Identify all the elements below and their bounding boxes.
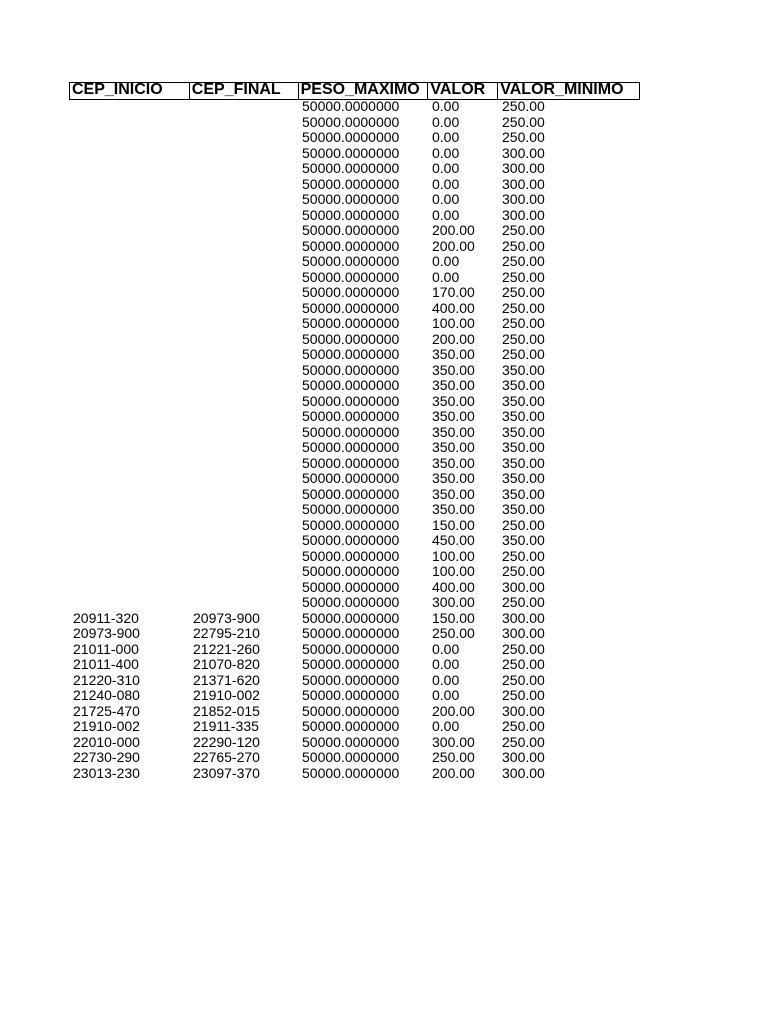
- table-row: [69, 378, 640, 394]
- cell-valor: 0.00: [432, 192, 460, 207]
- cell-valor: 0.00: [432, 719, 460, 734]
- cell-peso-maximo: 50000.0000000: [302, 409, 400, 424]
- cell-valor-minimo: 350.00: [502, 502, 545, 517]
- cell-valor-minimo: 250.00: [502, 564, 545, 579]
- cell-cep-inicio: 21220-310: [73, 672, 140, 688]
- cell-valor-minimo: 350.00: [502, 471, 545, 486]
- table-row: [69, 161, 640, 177]
- cell-peso-maximo: 50000.0000000: [302, 595, 400, 610]
- cell-cep-inicio: [69, 270, 189, 286]
- cell-peso-maximo: 50000.0000000: [302, 223, 400, 238]
- table-row: [69, 223, 640, 239]
- cell-cep-inicio: 21910-002: [73, 719, 140, 734]
- cell-peso-maximo: 50000.0000000: [302, 176, 400, 192]
- table-row: [69, 549, 640, 565]
- cell-cep-inicio: [69, 99, 189, 115]
- header-valor-minimo: VALOR_MINIMO: [498, 83, 640, 100]
- cell-cep-final: [189, 146, 298, 162]
- cell-cep-final: [189, 239, 298, 255]
- cell-valor: 300.00: [432, 734, 475, 750]
- cell-peso-maximo: 50000.0000000: [302, 393, 400, 409]
- cell-peso-maximo: 50000.0000000: [302, 455, 400, 471]
- cell-valor-minimo: 300.00: [502, 145, 545, 161]
- cell-valor: 450.00: [432, 533, 475, 548]
- cell-cep-inicio: [69, 316, 189, 332]
- cell-peso-maximo: 50000.0000000: [302, 688, 400, 703]
- table-row: [69, 750, 640, 766]
- table-row: [69, 440, 640, 456]
- cell-valor: 150.00: [432, 610, 475, 626]
- cell-valor: 200.00: [432, 238, 475, 254]
- cell-valor: 100.00: [432, 548, 475, 564]
- cell-valor-minimo: 250.00: [502, 672, 545, 688]
- cell-cep-inicio: [69, 161, 189, 177]
- cell-peso-maximo: 50000.0000000: [302, 145, 400, 161]
- table-row: [69, 471, 640, 487]
- cell-valor: 350.00: [432, 424, 475, 440]
- table-row: [69, 766, 640, 782]
- cell-cep-inicio: [69, 595, 189, 611]
- cell-valor: 200.00: [432, 223, 475, 238]
- cell-valor: 300.00: [432, 595, 475, 610]
- cell-valor-minimo: 350.00: [502, 440, 545, 455]
- cell-peso-maximo: 50000.0000000: [302, 99, 400, 114]
- cell-valor-minimo: 350.00: [502, 362, 545, 378]
- cell-valor-minimo: 250.00: [502, 331, 545, 347]
- table-body: [69, 99, 640, 781]
- table-row: [69, 673, 640, 689]
- cell-peso-maximo: 50000.0000000: [302, 471, 400, 486]
- cell-cep-final: [189, 115, 298, 131]
- cell-valor-minimo: 300.00: [502, 765, 545, 781]
- cell-valor-minimo: 250.00: [502, 595, 545, 610]
- cell-cep-final: [189, 456, 298, 472]
- header-peso-maximo: PESO_MAXIMO: [299, 83, 429, 100]
- cell-cep-final: 22290-120: [193, 734, 260, 750]
- cell-valor: 150.00: [432, 517, 475, 533]
- cell-valor-minimo: 350.00: [502, 378, 545, 393]
- cell-valor-minimo: 250.00: [502, 223, 545, 238]
- cell-cep-final: 21910-002: [193, 688, 260, 703]
- cell-valor-minimo: 250.00: [502, 657, 545, 672]
- cell-cep-inicio: [69, 301, 189, 317]
- cell-peso-maximo: 50000.0000000: [302, 533, 400, 548]
- cell-cep-final: [189, 502, 298, 518]
- cell-cep-final: 21911-335: [193, 719, 259, 734]
- cell-peso-maximo: 50000.0000000: [302, 734, 400, 750]
- cell-cep-inicio: [69, 533, 189, 549]
- cell-valor-minimo: 350.00: [502, 533, 545, 548]
- cell-peso-maximo: 50000.0000000: [302, 440, 400, 455]
- cell-peso-maximo: 50000.0000000: [302, 548, 400, 564]
- cell-peso-maximo: 50000.0000000: [302, 362, 400, 378]
- table-row: [69, 347, 640, 363]
- cell-cep-inicio: [69, 564, 189, 580]
- table-row: [69, 487, 640, 503]
- cell-cep-inicio: 21011-400: [73, 657, 139, 672]
- table-row: [69, 688, 640, 704]
- table-row: [69, 254, 640, 270]
- cell-valor: 350.00: [432, 502, 475, 517]
- table-row: [69, 146, 640, 162]
- cell-cep-final: 23097-370: [193, 765, 260, 781]
- cell-cep-inicio: [69, 115, 189, 131]
- cell-valor-minimo: 250.00: [502, 347, 545, 362]
- cell-valor-minimo: 250.00: [502, 238, 545, 254]
- cell-cep-final: 21371-620: [193, 672, 260, 688]
- cell-valor-minimo: 300.00: [502, 750, 545, 765]
- cell-valor: 0.00: [432, 130, 460, 145]
- cell-cep-final: 22795-210: [193, 626, 260, 641]
- cell-cep-inicio: 20973-900: [73, 626, 140, 641]
- table-row: [69, 99, 640, 115]
- table-row: [69, 719, 640, 735]
- cell-peso-maximo: 50000.0000000: [302, 161, 400, 176]
- cell-cep-final: [189, 99, 298, 115]
- table-row: [69, 595, 640, 611]
- cell-valor: 200.00: [432, 331, 475, 347]
- cell-cep-inicio: [69, 409, 189, 425]
- cell-valor: 0.00: [432, 176, 460, 192]
- cell-peso-maximo: 50000.0000000: [302, 641, 400, 657]
- cell-cep-final: [189, 409, 298, 425]
- cell-peso-maximo: 50000.0000000: [302, 502, 400, 517]
- cell-valor: 0.00: [432, 114, 460, 130]
- cell-cep-final: [189, 425, 298, 441]
- cell-peso-maximo: 50000.0000000: [302, 347, 400, 362]
- cell-valor: 0.00: [432, 161, 460, 176]
- cell-peso-maximo: 50000.0000000: [302, 192, 400, 207]
- cell-valor: 350.00: [432, 409, 475, 424]
- cell-cep-inicio: 23013-230: [73, 765, 140, 781]
- table-row: [69, 518, 640, 534]
- cell-cep-inicio: [69, 425, 189, 441]
- cell-valor: 350.00: [432, 378, 475, 393]
- cell-valor: 200.00: [432, 765, 475, 781]
- cell-valor: 350.00: [432, 471, 475, 486]
- table-row: [69, 456, 640, 472]
- header-cep-final: CEP_FINAL: [190, 83, 299, 100]
- cell-valor-minimo: 300.00: [502, 192, 545, 207]
- cell-valor: 170.00: [432, 285, 475, 300]
- cell-cep-final: [189, 363, 298, 379]
- table-row: [69, 239, 640, 255]
- cell-peso-maximo: 50000.0000000: [302, 331, 400, 347]
- cell-cep-final: [189, 518, 298, 534]
- cell-cep-inicio: [69, 254, 189, 270]
- table-row: [69, 208, 640, 224]
- cell-peso-maximo: 50000.0000000: [302, 564, 400, 579]
- cell-cep-inicio: [69, 347, 189, 363]
- cell-cep-final: [189, 254, 298, 270]
- cell-peso-maximo: 50000.0000000: [302, 579, 400, 595]
- cell-valor-minimo: 250.00: [502, 734, 545, 750]
- cell-valor-minimo: 300.00: [502, 703, 545, 719]
- cell-cep-final: [189, 487, 298, 503]
- cell-peso-maximo: 50000.0000000: [302, 316, 400, 331]
- cell-peso-maximo: 50000.0000000: [302, 269, 400, 285]
- cell-cep-inicio: [69, 471, 189, 487]
- cell-cep-final: [189, 316, 298, 332]
- cell-valor-minimo: 350.00: [502, 424, 545, 440]
- cell-cep-final: [189, 177, 298, 193]
- cell-peso-maximo: 50000.0000000: [302, 207, 400, 223]
- cell-cep-final: [189, 533, 298, 549]
- cell-peso-maximo: 50000.0000000: [302, 626, 400, 641]
- cell-valor: 0.00: [432, 254, 460, 269]
- cell-valor: 0.00: [432, 641, 460, 657]
- cell-cep-final: [189, 440, 298, 456]
- cell-cep-inicio: [69, 456, 189, 472]
- cell-peso-maximo: 50000.0000000: [302, 238, 400, 254]
- cell-peso-maximo: 50000.0000000: [302, 130, 400, 145]
- cell-cep-inicio: 22010-000: [73, 734, 140, 750]
- cell-valor-minimo: 250.00: [502, 719, 545, 734]
- cell-peso-maximo: 50000.0000000: [302, 610, 400, 626]
- cell-cep-inicio: 22730-290: [73, 750, 140, 765]
- table-row: [69, 285, 640, 301]
- cell-valor-minimo: 300.00: [502, 579, 545, 595]
- cell-cep-final: [189, 595, 298, 611]
- cell-valor-minimo: 300.00: [502, 610, 545, 626]
- cell-cep-final: [189, 301, 298, 317]
- cell-valor: 350.00: [432, 362, 475, 378]
- cell-peso-maximo: 50000.0000000: [302, 486, 400, 502]
- cell-valor-minimo: 350.00: [502, 486, 545, 502]
- cell-cep-final: [189, 580, 298, 596]
- table-row: [69, 270, 640, 286]
- cell-valor: 100.00: [432, 316, 475, 331]
- cell-cep-inicio: [69, 285, 189, 301]
- table-row: [69, 115, 640, 131]
- table-row: [69, 177, 640, 193]
- table-row: [69, 704, 640, 720]
- cell-peso-maximo: 50000.0000000: [302, 517, 400, 533]
- cell-valor: 350.00: [432, 455, 475, 471]
- cell-cep-final: [189, 192, 298, 208]
- cell-cep-inicio: [69, 363, 189, 379]
- cell-valor: 100.00: [432, 564, 475, 579]
- table-row: [69, 735, 640, 751]
- cell-cep-inicio: 21725-470: [73, 703, 140, 719]
- cell-cep-final: [189, 130, 298, 146]
- cell-cep-final: [189, 394, 298, 410]
- cell-peso-maximo: 50000.0000000: [302, 114, 400, 130]
- cell-peso-maximo: 50000.0000000: [302, 750, 400, 765]
- cell-valor-minimo: 350.00: [502, 393, 545, 409]
- cell-valor: 250.00: [432, 750, 475, 765]
- table-row: [69, 394, 640, 410]
- cell-cep-final: [189, 564, 298, 580]
- cell-valor-minimo: 250.00: [502, 130, 545, 145]
- cell-cep-final: [189, 378, 298, 394]
- cell-cep-inicio: [69, 549, 189, 565]
- cell-cep-final: [189, 347, 298, 363]
- cell-cep-final: [189, 285, 298, 301]
- cell-cep-inicio: [69, 130, 189, 146]
- cell-valor: 0.00: [432, 688, 460, 703]
- cell-valor-minimo: 300.00: [502, 626, 545, 641]
- cell-cep-final: [189, 161, 298, 177]
- cell-valor-minimo: 250.00: [502, 641, 545, 657]
- table-row: [69, 626, 640, 642]
- cell-valor: 0.00: [432, 99, 460, 114]
- cell-valor: 400.00: [432, 579, 475, 595]
- cell-valor-minimo: 250.00: [502, 316, 545, 331]
- cell-cep-inicio: [69, 208, 189, 224]
- cell-peso-maximo: 50000.0000000: [302, 672, 400, 688]
- table-row: [69, 580, 640, 596]
- cell-peso-maximo: 50000.0000000: [302, 765, 400, 781]
- cell-valor: 400.00: [432, 300, 475, 316]
- cell-valor-minimo: 250.00: [502, 99, 545, 114]
- cell-valor-minimo: 250.00: [502, 300, 545, 316]
- cell-cep-inicio: 21240-080: [73, 688, 140, 703]
- cell-cep-inicio: [69, 146, 189, 162]
- cell-peso-maximo: 50000.0000000: [302, 300, 400, 316]
- table-row: [69, 192, 640, 208]
- cell-cep-inicio: [69, 177, 189, 193]
- cell-valor-minimo: 300.00: [502, 207, 545, 223]
- cell-valor-minimo: 350.00: [502, 455, 545, 471]
- cell-valor-minimo: 250.00: [502, 114, 545, 130]
- cell-valor-minimo: 350.00: [502, 409, 545, 424]
- cell-cep-final: 21070-820: [193, 657, 260, 672]
- cell-valor: 250.00: [432, 626, 475, 641]
- table-row: [69, 642, 640, 658]
- cell-cep-inicio: [69, 192, 189, 208]
- cell-cep-inicio: [69, 502, 189, 518]
- header-valor: VALOR: [428, 83, 498, 100]
- cell-cep-inicio: [69, 518, 189, 534]
- cell-peso-maximo: 50000.0000000: [302, 657, 400, 672]
- table-row: [69, 611, 640, 627]
- cell-valor: 350.00: [432, 347, 475, 362]
- table-row: [69, 657, 640, 673]
- cell-valor: 0.00: [432, 269, 460, 285]
- table-row: [69, 301, 640, 317]
- cell-valor-minimo: 250.00: [502, 548, 545, 564]
- cell-cep-final: 20973-900: [193, 610, 260, 626]
- cell-cep-inicio: 21011-000: [73, 641, 139, 657]
- cell-valor: 0.00: [432, 145, 460, 161]
- table-row: [69, 130, 640, 146]
- cell-peso-maximo: 50000.0000000: [302, 378, 400, 393]
- cell-peso-maximo: 50000.0000000: [302, 424, 400, 440]
- cell-valor: 350.00: [432, 486, 475, 502]
- cell-cep-inicio: [69, 440, 189, 456]
- table-row: [69, 316, 640, 332]
- cell-cep-inicio: [69, 378, 189, 394]
- cell-cep-inicio: [69, 223, 189, 239]
- cell-cep-final: 21221-260: [193, 641, 260, 657]
- table-row: [69, 502, 640, 518]
- cell-cep-final: [189, 471, 298, 487]
- table-row: [69, 564, 640, 580]
- cell-valor: 0.00: [432, 207, 460, 223]
- cell-cep-inicio: 20911-320: [73, 610, 139, 626]
- cell-valor-minimo: 250.00: [502, 517, 545, 533]
- cell-peso-maximo: 50000.0000000: [302, 719, 400, 734]
- cell-cep-inicio: [69, 394, 189, 410]
- cell-cep-inicio: [69, 239, 189, 255]
- table-row: [69, 425, 640, 441]
- cell-cep-inicio: [69, 580, 189, 596]
- table-row: [69, 533, 640, 549]
- cell-valor: 350.00: [432, 440, 475, 455]
- table-row: [69, 409, 640, 425]
- cell-cep-inicio: [69, 332, 189, 348]
- cell-valor-minimo: 300.00: [502, 176, 545, 192]
- cell-valor-minimo: 250.00: [502, 254, 545, 269]
- cell-valor-minimo: 250.00: [502, 688, 545, 703]
- header-cep-inicio: CEP_INICIO: [70, 83, 190, 100]
- cell-cep-final: [189, 332, 298, 348]
- cell-cep-final: 21852-015: [193, 703, 260, 719]
- table-row: [69, 332, 640, 348]
- cell-valor-minimo: 250.00: [502, 285, 545, 300]
- table-header: [69, 82, 640, 100]
- cell-cep-final: [189, 270, 298, 286]
- cell-peso-maximo: 50000.0000000: [302, 703, 400, 719]
- cell-cep-final: 22765-270: [193, 750, 260, 765]
- cell-cep-final: [189, 223, 298, 239]
- table-row: [69, 363, 640, 379]
- cell-valor: 350.00: [432, 393, 475, 409]
- cell-cep-final: [189, 208, 298, 224]
- cell-valor-minimo: 300.00: [502, 161, 545, 176]
- spreadsheet-table: [69, 82, 640, 781]
- cell-peso-maximo: 50000.0000000: [302, 285, 400, 300]
- cell-cep-inicio: [69, 487, 189, 503]
- cell-valor: 0.00: [432, 672, 460, 688]
- cell-valor-minimo: 250.00: [502, 269, 545, 285]
- cell-valor: 200.00: [432, 703, 475, 719]
- cell-peso-maximo: 50000.0000000: [302, 254, 400, 269]
- cell-cep-final: [189, 549, 298, 565]
- cell-valor: 0.00: [432, 657, 460, 672]
